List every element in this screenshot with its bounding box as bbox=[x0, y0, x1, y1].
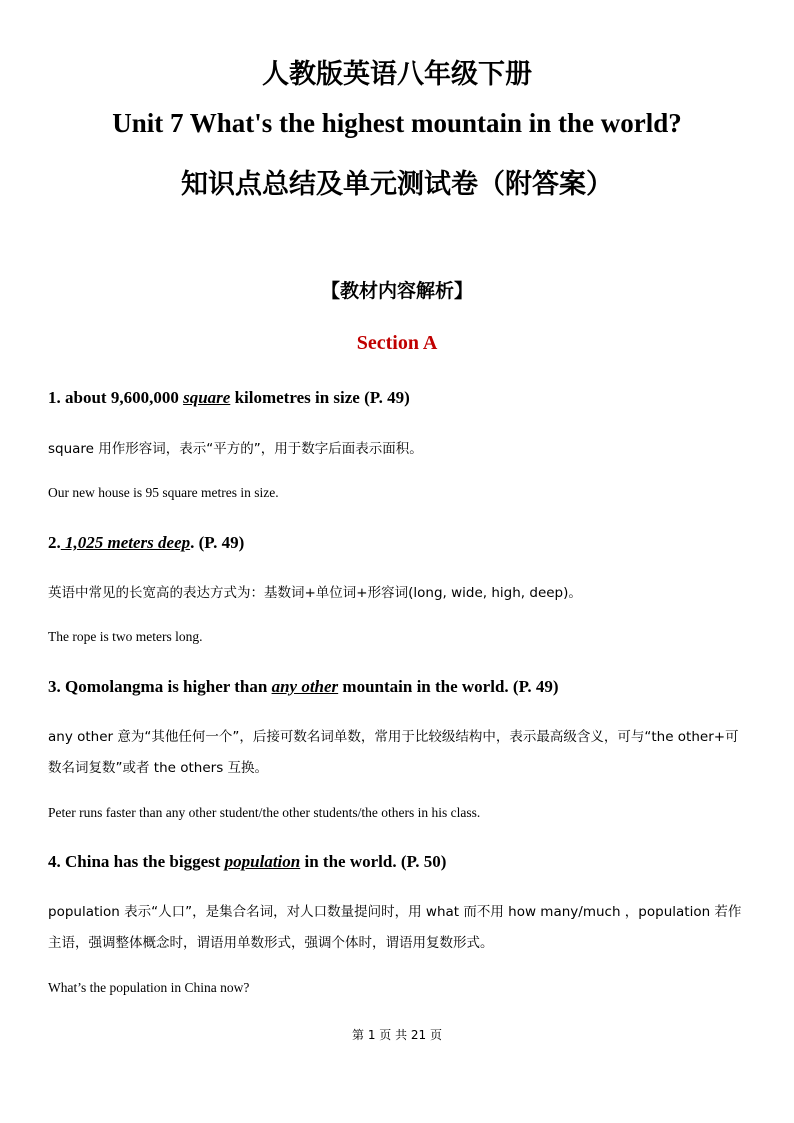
analysis-heading: 【教材内容解析】 bbox=[320, 280, 473, 302]
point-example-4: What’s the population in China now? bbox=[48, 980, 250, 995]
point-heading-text: mountain in the world. (P. 49) bbox=[338, 677, 559, 696]
point-heading-text: in the world. (P. 50) bbox=[300, 852, 447, 871]
point-heading-text: 2. bbox=[48, 533, 61, 552]
point-heading-1 bbox=[48, 388, 410, 408]
point-keyword: any other bbox=[271, 677, 339, 696]
point-heading-text: kilometres in size (P. 49) bbox=[230, 388, 410, 407]
doc-title-line3: 知识点总结及单元测试卷（附答案） bbox=[181, 169, 613, 200]
point-keyword: 1,025 meters deep bbox=[60, 533, 191, 552]
point-example-2: The rope is two meters long. bbox=[48, 629, 203, 644]
point-example-1: Our new house is 95 square metres in size. bbox=[48, 485, 279, 500]
point-heading-3 bbox=[48, 677, 559, 697]
point-note-3: any other 意为“其他任何一个”，后接可数名词单数，常用于比较级结构中，表示最高级含义，可与“the other+可数名词复数”或者 the others 互换。 bbox=[48, 729, 739, 776]
page-number-footer: 第 1 页 共 21 页 bbox=[352, 1028, 442, 1042]
section-title: Section A bbox=[356, 332, 438, 354]
point-heading-text: 1. about 9,600,000 bbox=[48, 388, 184, 407]
point-keyword: population bbox=[224, 852, 301, 871]
point-keyword: square bbox=[183, 388, 231, 407]
point-heading-text: . (P. 49) bbox=[190, 533, 245, 552]
point-heading-4 bbox=[48, 852, 446, 872]
point-heading-text: 3. Qomolangma is higher than bbox=[48, 677, 272, 696]
point-heading-text: 4. China has the biggest bbox=[48, 852, 225, 871]
doc-title-line2: Unit 7 What's the highest mountain in the world? bbox=[112, 108, 682, 138]
point-heading-2 bbox=[48, 533, 244, 553]
point-note-4: population 表示“人口”，是集合名词，对人口数量提问时，用 what 而不用 how many/much ，population 若作主语，强调整体概念时，谓语用单数形式，强调个体时，谓语用复数形式。 bbox=[48, 904, 742, 951]
doc-title-line1: 人教版英语八年级下册 bbox=[262, 59, 532, 90]
point-note-2: 英语中常见的长宽高的表达方式为：基数词+单位词+形容词(long, wide, high, deep)。 bbox=[48, 585, 582, 601]
point-note-1: square 用作形容词，表示“平方的”，用于数字后面表示面积。 bbox=[48, 441, 423, 457]
point-example-3: Peter runs faster than any other student/the other students/the others in his class. bbox=[48, 805, 481, 820]
